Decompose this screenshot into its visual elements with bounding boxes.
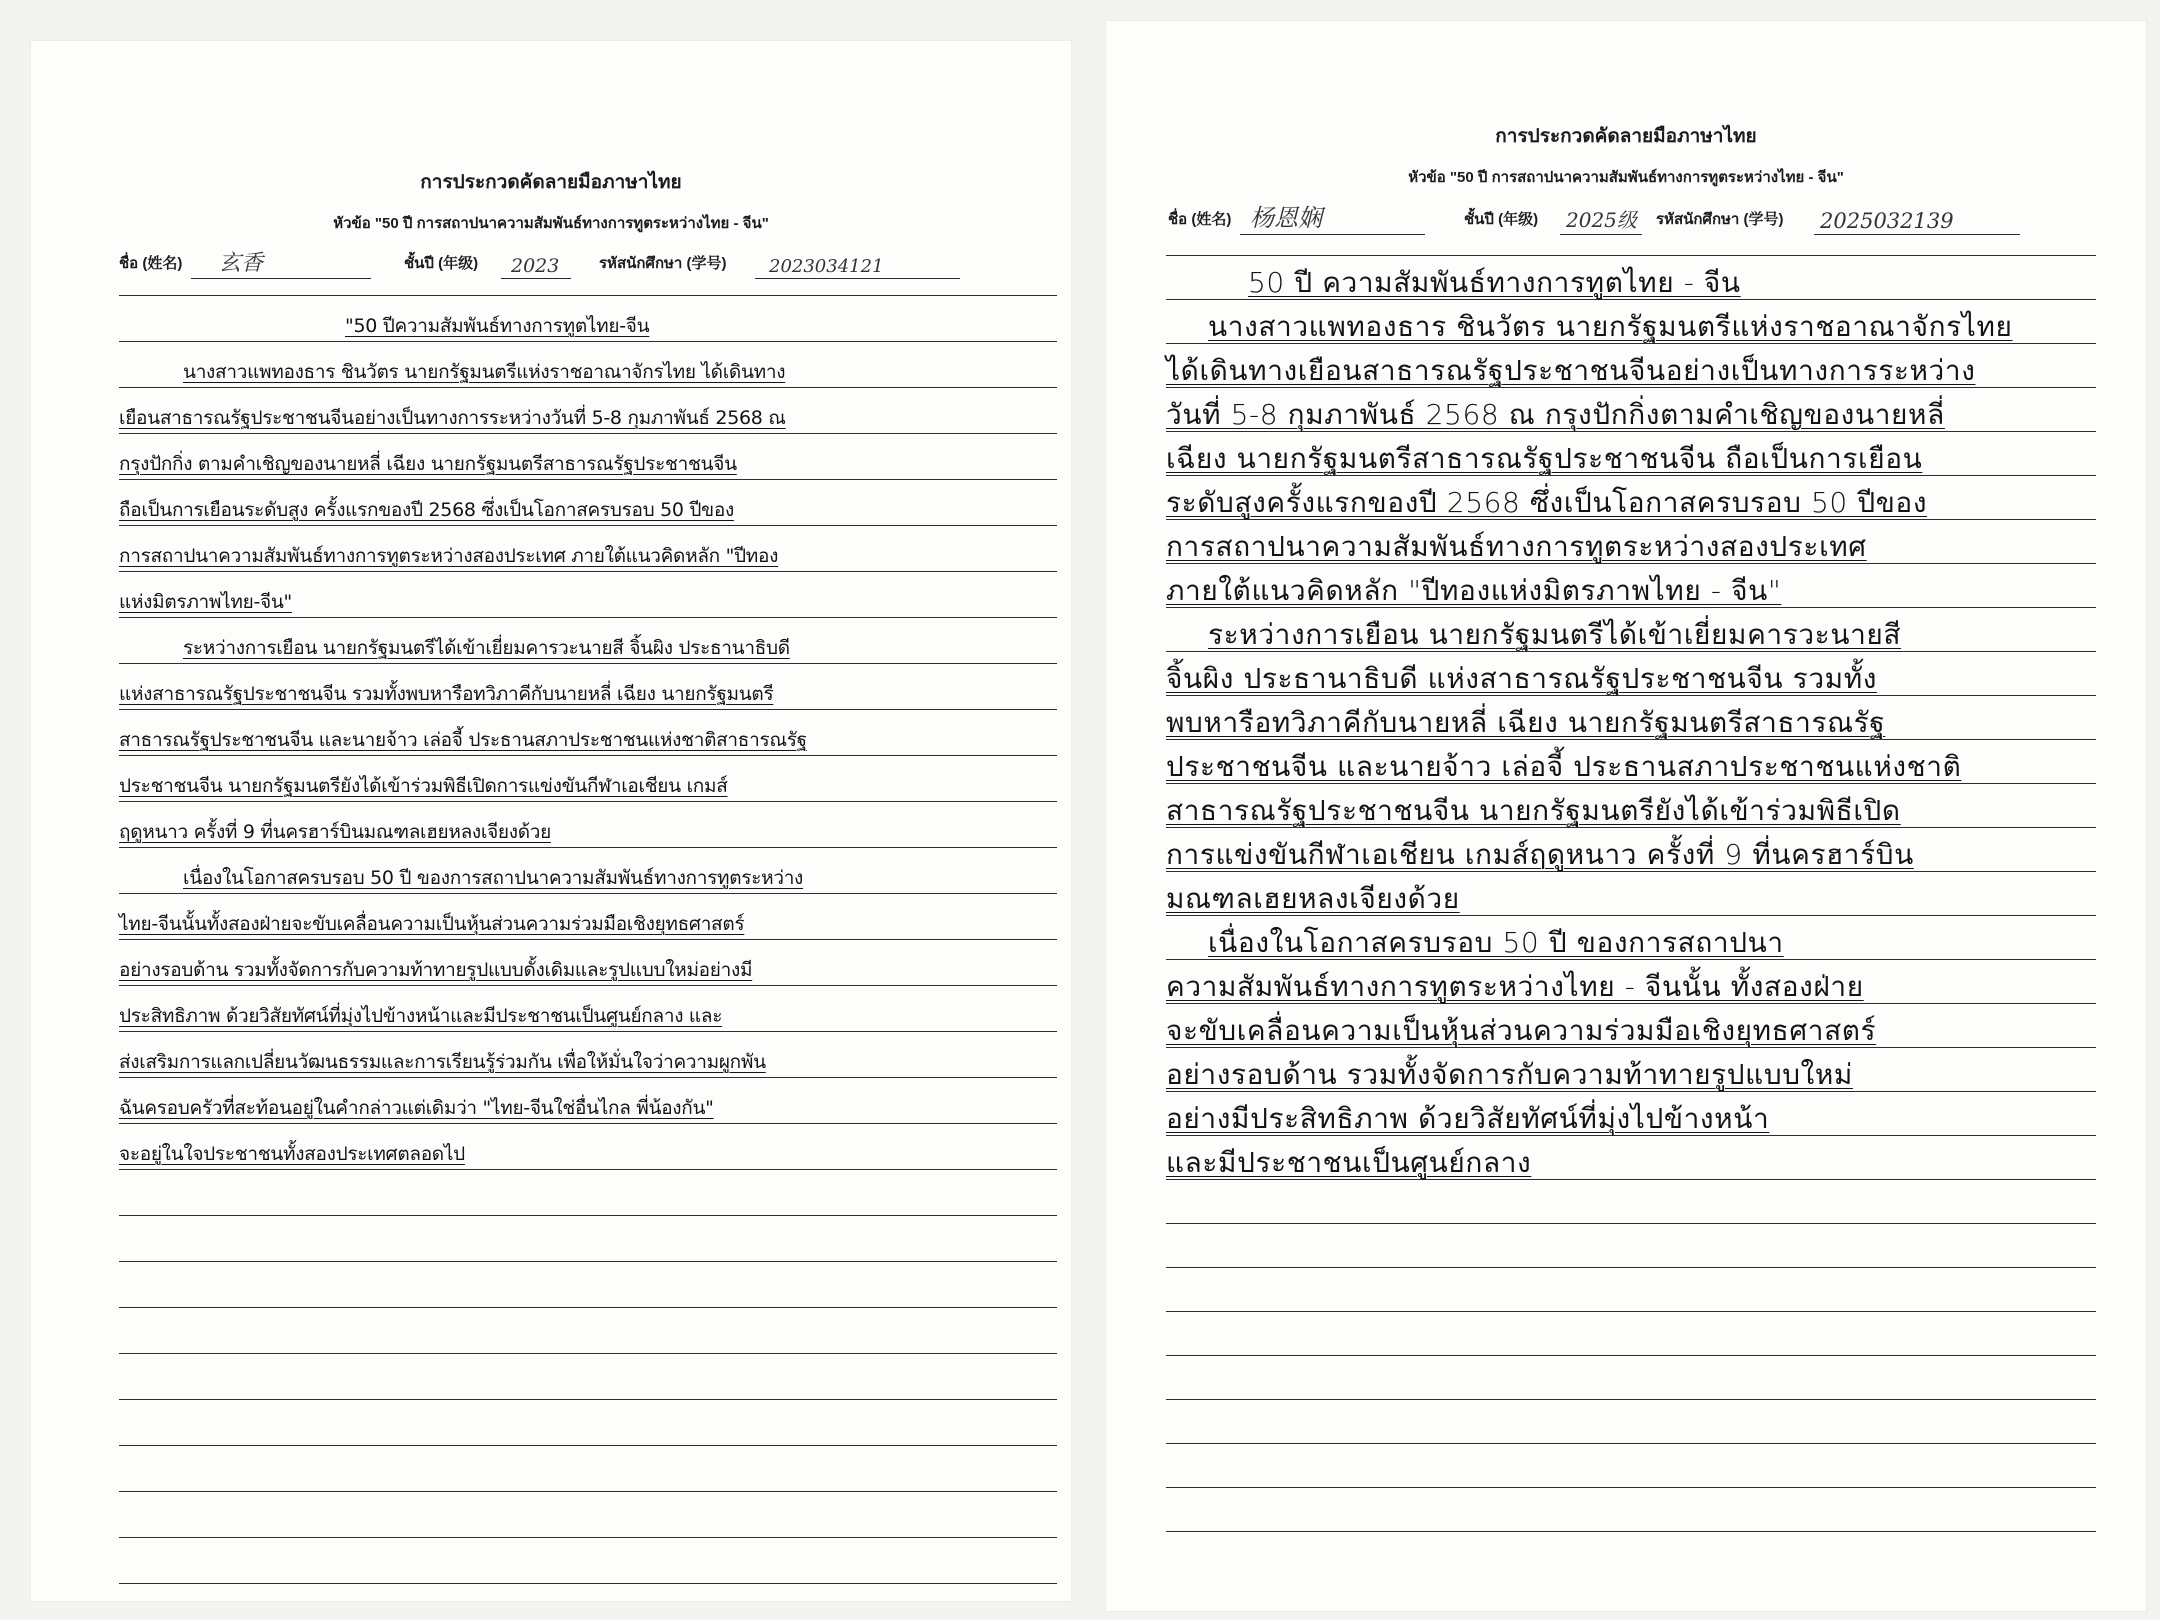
student-id-label: รหัสนักศึกษา (学号) — [599, 255, 727, 272]
handwritten-line: พบหารือทวิภาคีกับนายหลี่ เฉียง นายกรัฐมนตรีสาธารณรัฐ — [1166, 706, 1886, 739]
handwritten-line: ได้เดินทางเยือนสาธารณรัฐประชาชนจีนอย่างเป็นทางการระหว่าง — [1166, 354, 1976, 387]
ruled-line — [1166, 1267, 2096, 1268]
handwritten-line: ประชาชนจีน นายกรัฐมนตรียังได้เข้าร่วมพิธีเปิดการแข่งขันกีฬาเอเชียน เกมส์ — [119, 775, 728, 797]
ruled-line — [119, 1353, 1057, 1354]
ruled-line — [1166, 1531, 2096, 1532]
ruled-line — [1166, 1311, 2096, 1312]
handwritten-line: ประชาชนจีน และนายจ้าว เล่อจี้ ประธานสภาประชาชนแห่งชาติ — [1166, 750, 1962, 783]
ruled-line — [119, 1307, 1057, 1308]
handwritten-line: มณฑลเฮยหลงเจียงด้วย — [1166, 882, 1460, 915]
handwritten-line: จิ้นผิง ประธานาธิบดี แห่งสาธารณรัฐประชาชนจีน รวมทั้ง — [1166, 662, 1878, 695]
form-topic: หัวข้อ "50 ปี การสถาปนาความสัมพันธ์ทางการทูตระหว่างไทย - จีน" — [1408, 169, 1844, 186]
ruled-line — [119, 525, 1057, 526]
ruled-line — [1166, 431, 2096, 432]
ruled-line — [119, 1491, 1057, 1492]
ruled-line — [119, 1031, 1057, 1032]
ruled-line — [119, 847, 1057, 848]
ruled-line — [1166, 387, 2096, 388]
ruled-line — [1166, 563, 2096, 564]
ruled-line — [1166, 695, 2096, 696]
handwritten-title: 50 ปี ความสัมพันธ์ทางการทูตไทย - จีน — [1248, 266, 1741, 299]
handwritten-line: ฉันครอบครัวที่สะท้อนอยู่ในคำกล่าวแต่เดิมว่า "ไทย-จีนใช่อื่นไกล พี่น้องกัน" — [119, 1097, 714, 1119]
ruled-line — [1166, 827, 2096, 828]
handwritten-line: การสถาปนาความสัมพันธ์ทางการทูตระหว่างสองประเทศ — [1166, 530, 1867, 563]
name-label: ชื่อ (姓名) — [119, 255, 183, 272]
ruled-line — [1166, 1223, 2096, 1224]
handwritten-line: จะขับเคลื่อนความเป็นหุ้นส่วนความร่วมมือเชิงยุทธศาสตร์ — [1166, 1014, 1877, 1047]
form-title: การประกวดคัดลายมือภาษาไทย — [1495, 126, 1757, 147]
ruled-line — [119, 1261, 1057, 1262]
student-id-underline — [755, 278, 960, 279]
ruled-line — [1166, 959, 2096, 960]
student-id-label: รหัสนักศึกษา (学号) — [1656, 211, 1784, 228]
ruled-line — [119, 571, 1057, 572]
name-underline — [191, 278, 371, 279]
ruled-line — [119, 387, 1057, 388]
student-id-value: 2023034121 — [769, 256, 884, 277]
handwritten-line: สาธารณรัฐประชาชนจีน นายกรัฐมนตรียังได้เข้าร่วมพิธีเปิด — [1166, 794, 1901, 827]
ruled-line — [1166, 1443, 2096, 1444]
ruled-line — [1166, 1487, 2096, 1488]
name-value: 玄香 — [219, 251, 264, 276]
student-id-value: 2025032139 — [1820, 209, 1954, 233]
handwritten-line: เยือนสาธารณรัฐประชาชนจีนอย่างเป็นทางการระหว่างวันที่ 5-8 กุมภาพันธ์ 2568 ณ — [119, 407, 786, 429]
ruled-line — [1166, 475, 2096, 476]
form-topic: หัวข้อ "50 ปี การสถาปนาความสัมพันธ์ทางการทูตระหว่างไทย - จีน" — [333, 215, 769, 232]
handwritten-line: การแข่งขันกีฬาเอเชียน เกมส์ฤดูหนาว ครั้งที่ 9 ที่นครฮาร์บิน — [1166, 838, 1914, 871]
ruled-line — [119, 709, 1057, 710]
form-title: การประกวดคัดลายมือภาษาไทย — [420, 172, 682, 193]
ruled-line — [1166, 1135, 2096, 1136]
ruled-line — [1166, 1355, 2096, 1356]
ruled-line — [1166, 607, 2096, 608]
handwritten-line: การสถาปนาความสัมพันธ์ทางการทูตระหว่างสองประเทศ ภายใต้แนวคิดหลัก "ปีทอง — [119, 545, 779, 567]
handwritten-line: ไทย-จีนนั้นทั้งสองฝ่ายจะขับเคลื่อนความเป็นหุ้นส่วนความร่วมมือเชิงยุทธศาสตร์ — [119, 913, 745, 935]
handwritten-line: แห่งมิตรภาพไทย-จีน" — [119, 591, 292, 613]
ruled-line — [1166, 343, 2096, 344]
year-underline — [1560, 234, 1642, 235]
handwritten-line: ระหว่างการเยือน นายกรัฐมนตรีได้เข้าเยี่ยมคารวะนายสี จิ้นผิง ประธานาธิบดี — [183, 637, 790, 659]
ruled-line — [119, 433, 1057, 434]
ruled-line — [1166, 1047, 2096, 1048]
handwritten-line: เฉียง นายกรัฐมนตรีสาธารณรัฐประชาชนจีน ถือเป็นการเยือน — [1166, 442, 1923, 475]
year-underline — [501, 278, 571, 279]
handwritten-line: ถือเป็นการเยือนระดับสูง ครั้งแรกของปี 2568 ซึ่งเป็นโอกาสครบรอบ 50 ปีของ — [119, 499, 734, 521]
handwritten-line: ประสิทธิภาพ ด้วยวิสัยทัศน์ที่มุ่งไปข้างหน้าและมีประชาชนเป็นศูนย์กลาง และ — [119, 1005, 723, 1027]
ruled-line — [119, 1537, 1057, 1538]
year-label: ชั้นปี (年级) — [1464, 211, 1539, 228]
student-id-underline — [1814, 234, 2020, 235]
ruled-line — [1166, 1091, 2096, 1092]
ruled-line — [1166, 739, 2096, 740]
year-value: 2023 — [511, 255, 560, 277]
handwritten-title: "50 ปีความสัมพันธ์ทางการทูตไทย-จีน — [345, 315, 650, 337]
handwritten-line: เนื่องในโอกาสครบรอบ 50 ปี ของการสถาปนา — [1208, 926, 1784, 959]
handwritten-line: ภายใต้แนวคิดหลัก "ปีทองแห่งมิตรภาพไทย - จีน" — [1166, 574, 1782, 607]
handwritten-line: อย่างรอบด้าน รวมทั้งจัดการกับความท้าทายรูปแบบดั้งเดิมและรูปแบบใหม่อย่างมี — [119, 959, 753, 981]
handwritten-line: ระดับสูงครั้งแรกของปี 2568 ซึ่งเป็นโอกาสครบรอบ 50 ปีของ — [1166, 486, 1928, 519]
ruled-line — [119, 801, 1057, 802]
ruled-line — [119, 341, 1057, 342]
handwritten-line: อย่างรอบด้าน รวมทั้งจัดการกับความท้าทายรูปแบบใหม่ — [1166, 1058, 1853, 1091]
ruled-line — [1166, 1399, 2096, 1400]
ruled-line — [1166, 1003, 2096, 1004]
ruled-line — [119, 617, 1057, 618]
handwritten-line: และมีประชาชนเป็นศูนย์กลาง — [1166, 1146, 1532, 1179]
ruled-line — [119, 755, 1057, 756]
ruled-writing-area — [1166, 255, 2096, 1555]
ruled-line — [119, 939, 1057, 940]
handwritten-line: สาธารณรัฐประชาชนจีน และนายจ้าว เล่อจี้ ประธานสภาประชาชนแห่งชาติสาธารณรัฐ — [119, 729, 807, 751]
handwritten-line: นางสาวแพทองธาร ชินวัตร นายกรัฐมนตรีแห่งราชอาณาจักรไทย ได้เดินทาง — [183, 361, 786, 383]
ruled-line — [119, 295, 1057, 296]
handwritten-line: อย่างมีประสิทธิภาพ ด้วยวิสัยทัศน์ที่มุ่งไปข้างหน้า — [1166, 1102, 1770, 1135]
handwritten-line: ระหว่างการเยือน นายกรัฐมนตรีได้เข้าเยี่ยมคารวะนายสี — [1208, 618, 1902, 651]
ruled-line — [119, 893, 1057, 894]
handwritten-line: นางสาวแพทองธาร ชินวัตร นายกรัฐมนตรีแห่งราชอาณาจักรไทย — [1208, 310, 2013, 343]
ruled-writing-area — [119, 295, 1057, 1605]
ruled-line — [1166, 871, 2096, 872]
ruled-line — [119, 985, 1057, 986]
student-info-row — [119, 241, 1059, 281]
ruled-line — [119, 1215, 1057, 1216]
name-value: 杨恩娴 — [1250, 204, 1322, 232]
year-value: 2025级 — [1566, 208, 1637, 232]
name-label: ชื่อ (姓名) — [1168, 211, 1232, 228]
ruled-line — [119, 1077, 1057, 1078]
ruled-line — [1166, 783, 2096, 784]
ruled-line — [119, 1169, 1057, 1170]
ruled-line — [119, 663, 1057, 664]
handwritten-line: ส่งเสริมการแลกเปลี่ยนวัฒนธรรมและการเรียนรู้ร่วมกัน เพื่อให้มั่นใจว่าความผูกพัน — [119, 1051, 766, 1073]
year-label: ชั้นปี (年级) — [404, 255, 479, 272]
ruled-line — [1166, 915, 2096, 916]
ruled-line — [1166, 255, 2096, 256]
handwritten-line: จะอยู่ในใจประชาชนทั้งสองประเทศตลอดไป — [119, 1143, 465, 1165]
ruled-line — [119, 479, 1057, 480]
handwritten-line: แห่งสาธารณรัฐประชาชนจีน รวมทั้งพบหารือทวิภาคีกับนายหลี่ เฉียง นายกรัฐมนตรี — [119, 683, 774, 705]
left-entry-sheet — [30, 40, 1072, 1602]
handwritten-line: กรุงปักกิ่ง ตามคำเชิญของนายหลี่ เฉียง นายกรัฐมนตรีสาธารณรัฐประชาชนจีน — [119, 453, 737, 475]
ruled-line — [1166, 519, 2096, 520]
handwritten-line: วันที่ 5-8 กุมภาพันธ์ 2568 ณ กรุงปักกิ่งตามคำเชิญของนายหลี่ — [1166, 398, 1945, 431]
ruled-line — [1166, 299, 2096, 300]
student-info-row — [1168, 197, 2128, 237]
ruled-line — [119, 1445, 1057, 1446]
handwritten-line: ความสัมพันธ์ทางการทูตระหว่างไทย - จีนนั้น ทั้งสองฝ่าย — [1166, 970, 1864, 1003]
ruled-line — [119, 1123, 1057, 1124]
ruled-line — [119, 1399, 1057, 1400]
ruled-line — [1166, 1179, 2096, 1180]
handwritten-line: ฤดูหนาว ครั้งที่ 9 ที่นครฮาร์บินมณฑลเฮยหลงเจียงด้วย — [119, 821, 551, 843]
right-entry-sheet — [1105, 20, 2147, 1612]
name-underline — [1240, 234, 1425, 235]
handwritten-line: เนื่องในโอกาสครบรอบ 50 ปี ของการสถาปนาความสัมพันธ์ทางการทูตระหว่าง — [183, 867, 804, 889]
ruled-line — [119, 1583, 1057, 1584]
ruled-line — [1166, 651, 2096, 652]
